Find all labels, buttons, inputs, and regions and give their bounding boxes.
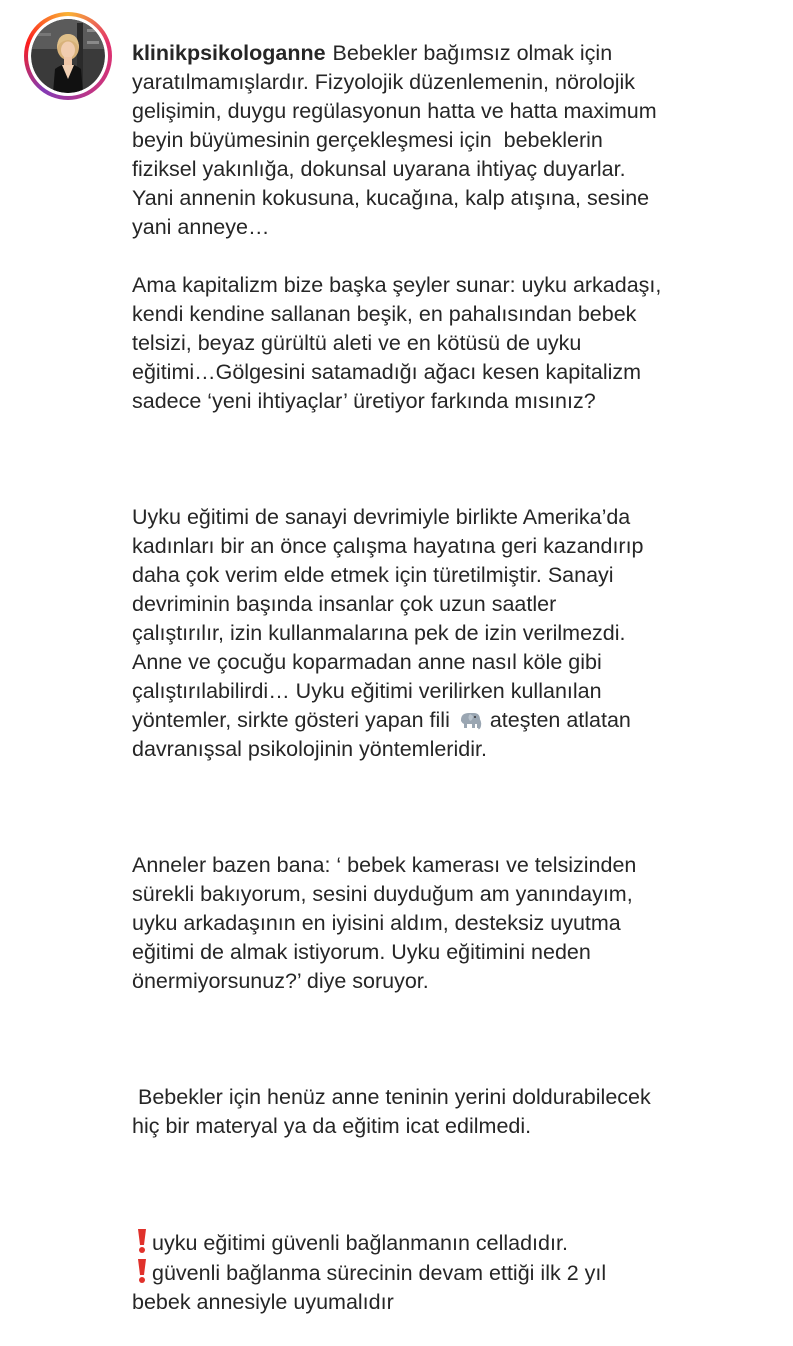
avatar-ring[interactable] (24, 12, 112, 100)
caption-paragraph-5: Bebekler için henüz anne teninin yerini doldurabilecek hiç bir materyal ya da eğitim icat edilmedi. (132, 1085, 651, 1138)
warning-line-2: güvenli bağlanma sürecinin devam ettiği ilk 2 yıl bebek annesiyle uyumalıdır (132, 1261, 607, 1314)
paragraph-spacer (132, 793, 782, 822)
paragraph-spacer (132, 445, 782, 474)
paragraph-spacer (132, 1025, 782, 1054)
caption-text-intro: Bebekler bağımsız olmak için yaratılmamışlardır. Fizyolojik düzenlemenin, nörolojik gelişimin, duygu regülasyonun hatta ve hatta maximum beyin büyümesinin gerçekleşmesi için bebeklerin fiziksel yakınlığa, dokunsal uyarana ihtiyaç duyarlar. Yani annenin kokusuna, kucağına, kalp atışına, sesine yani anneye… (132, 41, 657, 239)
paragraph-spacer (132, 1170, 782, 1199)
exclamation-icon (136, 1258, 148, 1284)
caption-paragraph-3 (132, 503, 782, 764)
caption-paragraph-1 (132, 39, 782, 242)
post-caption (132, 10, 782, 1346)
caption-paragraph-6 (132, 1228, 782, 1317)
caption-text-sleep-training-end: ateşten atlatan davranışsal psikolojinin yöntemleridir. (132, 708, 631, 761)
warning-line-1: uyku eğitimi güvenli bağlanmanın celladıdır. (152, 1231, 568, 1255)
caption-text-sleep-training: Uyku eğitimi de sanayi devrimiyle birlikte Amerika’da kadınları bir an önce çalışma hayatına geri kazandırıp daha çok verim elde etmek için türetilmiştir. Sanayi devriminin başında insanlar çok uzun saatler çalıştırılır, izin kullanmalarına pek de izin verilmezdi. Anne ve çocuğu koparmadan anne nasıl köle gibi çalıştırılabilirdi… Uyku eğitimi verilirken kullanılan yöntemler, sirkte gösteri yapan fili (132, 505, 644, 732)
username-link[interactable]: klinikpsikologanne (132, 41, 326, 65)
caption-paragraph-4: Anneler bazen bana: ‘ bebek kamerası ve telsizinden sürekli bakıyorum, sesini duyduğum am yanındayım, uyku arkadaşının en iyisini aldım, desteksiz uyutma eğitimi de almak istiyorum. Uyku eğitimini neden önermiyorsunuz?’ diye soruyor. (132, 853, 637, 993)
exclamation-icon (136, 1228, 148, 1254)
caption-paragraph-2: Ama kapitalizm bize başka şeyler sunar: uyku arkadaşı, kendi kendine sallanan beşik, en pahalısından bebek telsizi, beyaz gürültü aleti ve en kötüsü de uyku eğitimi…Gölgesini satamadığı ağacı kesen kapitalizm sadece ‘yeni ihtiyaçlar’ üretiyor farkında mısınız? (132, 273, 662, 413)
avatar-gap (28, 16, 108, 96)
avatar[interactable] (31, 19, 105, 93)
elephant-icon (458, 710, 482, 732)
